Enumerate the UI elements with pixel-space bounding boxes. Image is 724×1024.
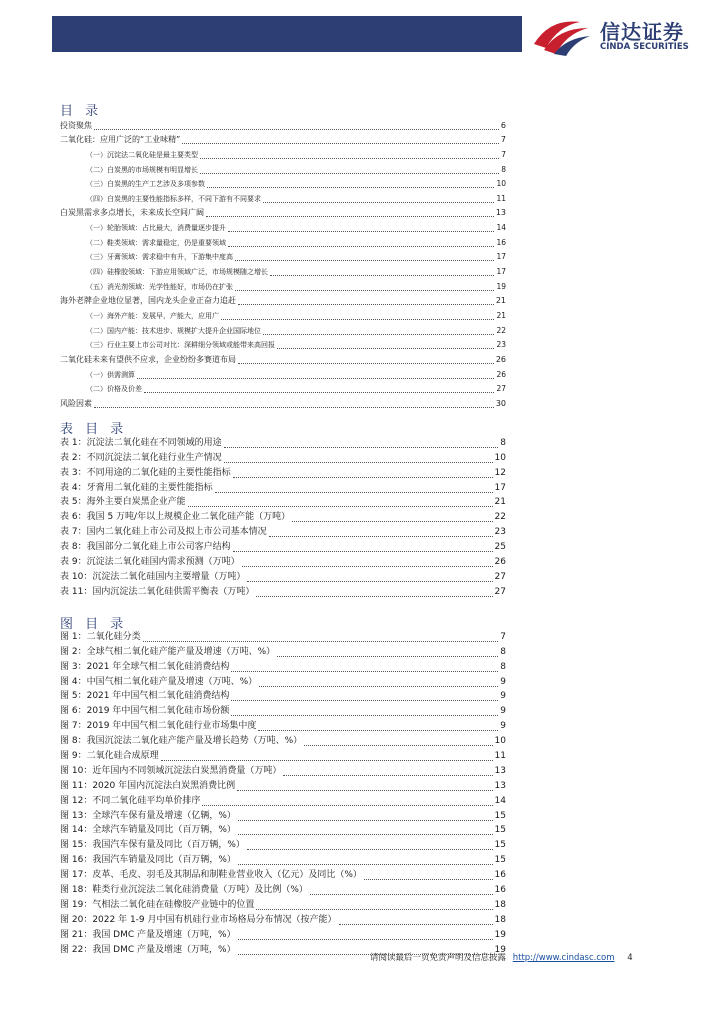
toc-entry-title: 图 2：全球气相二氧化硅产能产量及增速（万吨、%）: [60, 646, 276, 657]
toc-entry-page: 18: [494, 914, 506, 925]
dot-leader: [235, 260, 494, 261]
toc-entry-title: 图 10：近年国内不同领域沉淀法白炭黑消费量（万吨）: [60, 765, 282, 776]
toc-entry-title: 表 4：牙膏用二氧化硅的主要性能指标: [60, 482, 213, 493]
dot-leader: [238, 834, 493, 835]
dot-leader: [238, 304, 494, 305]
dot-leader: [263, 202, 494, 203]
toc-entry[interactable]: [60, 133, 506, 148]
toc-entry-title: 表 8：我国部分二氧化硅上市公司客户结构: [60, 542, 231, 553]
dot-leader: [263, 334, 494, 335]
toc-entry-title: 图 9：二氧化硅合成原理: [60, 751, 159, 762]
toc-entry[interactable]: [60, 206, 506, 221]
toc-entry-title: 表 1：沉淀法二氧化硅在不同领域的用途: [60, 437, 222, 448]
toc-entry-page: 7: [500, 631, 506, 642]
toc-entry-title: （二）国内产能：技术进步、规模扩大提升企业国际地位: [86, 326, 261, 335]
toc-entry[interactable]: [60, 510, 506, 525]
toc-entry[interactable]: [60, 555, 506, 570]
company-logo: [530, 14, 710, 58]
dot-leader: [231, 715, 498, 716]
dot-leader: [283, 775, 492, 776]
toc-entry-title: （二）白炭黑的市场规模有明显增长: [86, 165, 198, 174]
toc-entry[interactable]: [60, 690, 506, 705]
toc-entry-title: （一）沉淀法二氧化硅是最主要类型: [86, 150, 198, 159]
dot-leader: [310, 894, 493, 895]
toc-entry-page: 13: [495, 208, 506, 218]
dot-leader: [200, 158, 499, 159]
toc-entry[interactable]: [60, 451, 506, 466]
dot-leader: [339, 924, 493, 925]
toc-entry-title: 表 2：不同沉淀法二氧化硅行业生产情况: [60, 452, 222, 463]
toc-entry-title: 海外老牌企业地位显著，国内龙头企业正奋力追赶: [60, 296, 236, 306]
figure-toc-title: 图 目 录: [60, 617, 128, 632]
dot-leader: [247, 849, 493, 850]
toc-entry[interactable]: [60, 466, 506, 481]
dot-leader: [202, 805, 492, 806]
toc-entry-page: 9: [500, 706, 506, 717]
toc-entry[interactable]: [60, 436, 506, 451]
toc-entry-title: 图 22：我国 DMC 产量及增速（万吨，%）: [60, 944, 236, 955]
toc-entry[interactable]: [60, 250, 506, 265]
dot-leader: [242, 566, 493, 567]
toc-entry[interactable]: [60, 928, 506, 943]
toc-entry-page: 7: [500, 135, 506, 145]
logo-english-name: CINDA SECURITIES: [600, 42, 689, 52]
toc-entry-title: （五）消光剂领域：光学性能好，市场仍在扩张: [86, 282, 233, 291]
toc-entry[interactable]: [60, 913, 506, 928]
page-number: 4: [627, 953, 633, 963]
logo-chinese-name: 信达证券: [600, 20, 684, 44]
toc-entry-page: 22: [494, 512, 506, 523]
toc-entry-title: 图 11：2020 年国内沉淀法白炭黑消费比例: [60, 780, 236, 791]
toc-entry-page: 6: [500, 120, 506, 130]
dot-leader: [221, 319, 494, 320]
website-link[interactable]: http://www.cindasc.com: [512, 953, 615, 963]
toc-entry-title: 图 1：二氧化硅分类: [60, 631, 141, 642]
dot-leader: [269, 536, 493, 537]
toc-entry[interactable]: [60, 352, 506, 367]
toc-entry-title: 图 18：鞋类行业沉淀法二氧化硅消费量（万吨）及比例（%）: [60, 885, 308, 896]
page-footer: [370, 951, 633, 963]
dot-leader: [256, 909, 492, 910]
toc-entry[interactable]: [60, 118, 506, 133]
dot-leader: [238, 820, 493, 821]
toc-entry-page: 25: [494, 542, 506, 553]
toc-entry-page: 26: [495, 354, 506, 364]
toc-entry-page: 17: [496, 252, 506, 262]
toc-entry-page: 30: [495, 398, 506, 408]
toc-entry-page: 11: [494, 751, 506, 762]
toc-entry[interactable]: [60, 734, 506, 749]
toc-entry-title: 图 17：皮革、毛皮、羽毛及其制品和制鞋业营业收入（亿元）及同比（%）: [60, 870, 362, 881]
dot-leader: [215, 492, 493, 493]
dot-leader: [238, 363, 494, 364]
dot-leader: [228, 246, 494, 247]
toc-entry[interactable]: [60, 220, 506, 235]
toc-entry-page: 7: [501, 149, 506, 159]
dot-leader: [277, 348, 494, 349]
toc-entry[interactable]: [60, 525, 506, 540]
toc-entry-page: 10: [494, 736, 506, 747]
toc-entry[interactable]: [60, 481, 506, 496]
toc-entry[interactable]: [60, 764, 506, 779]
toc-entry-title: （四）硅橡胶领域：下游应用领域广泛，市场规模随之增长: [86, 268, 268, 277]
toc-entry-page: 14: [496, 223, 506, 233]
dot-leader: [224, 447, 499, 448]
main-toc: [60, 118, 506, 411]
toc-entry[interactable]: [60, 367, 506, 382]
toc-entry-title: 表 11：国内沉淀法二氧化硅供需平衡表（万吨）: [60, 586, 255, 597]
toc-entry[interactable]: [60, 147, 506, 162]
toc-entry-title: （一）轮胎领域：占比最大，消费量逐步提升: [86, 224, 226, 233]
toc-entry-page: 27: [496, 384, 506, 394]
toc-entry-title: 图 21：我国 DMC 产量及增速（万吨，%）: [60, 929, 236, 940]
toc-entry-page: 19: [496, 281, 506, 291]
dot-leader: [258, 730, 498, 731]
table-toc: [60, 436, 506, 600]
toc-entry-page: 14: [494, 795, 506, 806]
dot-leader: [304, 745, 492, 746]
toc-entry-page: 8: [500, 661, 506, 672]
toc-entry-title: 图 5：2021 年中国气相二氧化硅消费结构: [60, 691, 230, 702]
dot-leader: [143, 641, 499, 642]
toc-entry-title: 表 9：沉淀法二氧化硅国内需求预测（万吨）: [60, 557, 240, 568]
disclaimer-notice: 请阅读最后一页免责声明及信息披露: [370, 953, 507, 963]
toc-entry[interactable]: [60, 264, 506, 279]
dot-leader: [137, 378, 494, 379]
toc-entry-title: 二氧化硅未来有望供不应求，企业纷纷多赛道布局: [60, 354, 236, 364]
toc-entry-page: 21: [495, 296, 506, 306]
dot-leader: [238, 939, 493, 940]
toc-entry-page: 21: [496, 310, 506, 320]
toc-entry-page: 16: [494, 885, 506, 896]
dot-leader: [231, 671, 498, 672]
cinda-logo-icon: [530, 14, 592, 58]
header-bar: [52, 16, 522, 52]
dot-leader: [235, 290, 494, 291]
dot-leader: [238, 864, 493, 865]
toc-entry-page: 10: [494, 452, 506, 463]
dot-leader: [292, 521, 492, 522]
dot-leader: [94, 129, 499, 130]
toc-entry[interactable]: [60, 279, 506, 294]
toc-entry-page: 12: [494, 467, 506, 478]
toc-entry-title: 投资聚焦: [60, 120, 92, 130]
dot-leader: [200, 173, 499, 174]
toc-entry[interactable]: [60, 838, 506, 853]
toc-entry[interactable]: [60, 382, 506, 397]
toc-entry[interactable]: [60, 868, 506, 883]
toc-entry[interactable]: [60, 645, 506, 660]
toc-entry-page: 15: [494, 810, 506, 821]
toc-entry-page: 26: [496, 369, 506, 379]
toc-entry-title: 表 6：我国 5 万吨/年以上规模企业二氧化硅产能（万吨）: [60, 512, 291, 523]
toc-entry-page: 16: [494, 870, 506, 881]
toc-entry-title: （一）供需测算: [86, 370, 135, 379]
toc-entry-title: 图 3：2021 年全球气相二氧化硅消费结构: [60, 661, 230, 672]
toc-entry-page: 23: [496, 340, 506, 350]
toc-entry[interactable]: [60, 660, 506, 675]
dot-leader: [206, 216, 494, 217]
dot-leader: [188, 506, 493, 507]
toc-entry-title: 二氧化硅：应用广泛的“工业味精”: [60, 135, 181, 145]
toc-entry-page: 22: [496, 325, 506, 335]
toc-entry-title: 图 19：气相法二氧化硅在硅橡胶产业链中的位置: [60, 899, 255, 910]
toc-entry[interactable]: [60, 162, 506, 177]
toc-entry-page: 21: [494, 497, 506, 508]
toc-entry[interactable]: [60, 570, 506, 585]
toc-entry-page: 26: [494, 557, 506, 568]
dot-leader: [259, 686, 498, 687]
toc-entry-title: （一）海外产能：发展早，产能大，应用广: [86, 311, 219, 320]
toc-entry-page: 10: [496, 179, 506, 189]
toc-entry-page: 8: [500, 646, 506, 657]
toc-entry-title: （四）白炭黑的主要性能指标多样，不同下游有不同要求: [86, 194, 261, 203]
toc-entry-page: 8: [500, 437, 506, 448]
toc-entry-page: 9: [500, 691, 506, 702]
toc-entry-page: 23: [494, 527, 506, 538]
toc-entry-page: 9: [500, 676, 506, 687]
toc-entry[interactable]: [60, 235, 506, 250]
dot-leader: [231, 700, 498, 701]
toc-entry[interactable]: [60, 338, 506, 353]
toc-entry[interactable]: [60, 853, 506, 868]
toc-entry[interactable]: [60, 191, 506, 206]
toc-entry-page: 11: [496, 193, 506, 203]
toc-entry-page: 13: [494, 765, 506, 776]
dot-leader: [144, 392, 494, 393]
toc-entry[interactable]: [60, 675, 506, 690]
toc-entry-title: 表 5：海外主要白炭黑企业产能: [60, 497, 186, 508]
toc-entry[interactable]: [60, 794, 506, 809]
figure-toc: [60, 630, 506, 958]
toc-entry-title: （二）鞋类领域：需求量稳定，仍是重要领域: [86, 238, 226, 247]
toc-entry-page: 19: [494, 929, 506, 940]
dot-leader: [277, 656, 498, 657]
toc-entry[interactable]: [60, 809, 506, 824]
toc-entry[interactable]: [60, 585, 506, 600]
toc-entry[interactable]: [60, 898, 506, 913]
toc-entry-page: 15: [494, 855, 506, 866]
toc-entry-page: 13: [494, 780, 506, 791]
toc-entry-title: 图 12：不同二氧化硅平均单价排序: [60, 795, 201, 806]
toc-entry-title: 风险因素: [60, 398, 92, 408]
toc-entry-page: 18: [494, 899, 506, 910]
toc-entry[interactable]: [60, 496, 506, 511]
main-toc-title: 目 录: [60, 104, 103, 119]
toc-entry-title: 图 16：我国汽车销量及同比（百万辆，%）: [60, 855, 236, 866]
toc-entry-title: （二）价格及价差: [86, 385, 142, 394]
toc-entry-page: 17: [494, 482, 506, 493]
table-toc-title: 表 目 录: [60, 422, 128, 437]
toc-entry-title: 图 7：2019 年中国气相二氧化硅行业市场集中度: [60, 721, 257, 732]
dot-leader: [270, 275, 494, 276]
dot-leader: [233, 477, 493, 478]
toc-entry[interactable]: [60, 308, 506, 323]
toc-entry[interactable]: [60, 704, 506, 719]
toc-entry[interactable]: [60, 540, 506, 555]
dot-leader: [364, 879, 493, 880]
dot-leader: [228, 231, 494, 232]
toc-entry-page: 27: [494, 586, 506, 597]
dot-leader: [94, 407, 494, 408]
toc-entry[interactable]: [60, 396, 506, 411]
toc-entry-title: （三）牙膏领域：需求稳中有升，下游集中度高: [86, 253, 233, 262]
toc-entry-title: 表 7：国内二氧化硅上市公司及拟上市公司基本情况: [60, 527, 267, 538]
dot-leader: [237, 790, 492, 791]
toc-entry[interactable]: [60, 824, 506, 839]
toc-entry-page: 8: [501, 164, 506, 174]
toc-entry-page: 9: [500, 721, 506, 732]
toc-entry-title: 表 10：沉淀法二氧化硅国内主要增量（万吨）: [60, 571, 246, 582]
toc-entry-title: 图 6：2019 年中国气相二氧化硅市场份额: [60, 706, 230, 717]
toc-entry[interactable]: [60, 177, 506, 192]
toc-entry-title: （三）行业主要上市公司对比：深耕细分领域或能带来高回报: [86, 341, 275, 350]
toc-entry-title: 表 3：不同用途的二氧化硅的主要性能指标: [60, 467, 231, 478]
dot-leader: [224, 462, 493, 463]
toc-entry-page: 16: [496, 237, 506, 247]
toc-entry[interactable]: [60, 719, 506, 734]
toc-entry-title: 白炭黑需求多点增长，未来成长空间广阔: [60, 208, 204, 218]
toc-entry[interactable]: [60, 779, 506, 794]
toc-entry-page: 19: [494, 944, 506, 955]
dot-leader: [182, 143, 499, 144]
dot-leader: [256, 596, 492, 597]
toc-entry-title: 图 14：全球汽车销量及同比（百万辆，%）: [60, 825, 236, 836]
toc-entry[interactable]: [60, 883, 506, 898]
toc-entry[interactable]: [60, 749, 506, 764]
toc-entry-title: 图 13：全球汽车保有量及增速（亿辆，%）: [60, 810, 236, 821]
dot-leader: [247, 581, 492, 582]
toc-entry[interactable]: [60, 294, 506, 309]
toc-entry-title: （三）白炭黑的生产工艺涉及多项参数: [86, 180, 205, 189]
toc-entry-page: 15: [494, 840, 506, 851]
toc-entry-page: 27: [494, 571, 506, 582]
dot-leader: [161, 760, 493, 761]
toc-entry-title: 图 4：中国气相二氧化硅产量及增速（万吨、%）: [60, 676, 258, 687]
toc-entry-title: 图 20：2022 年 1-9 月中国有机硅行业市场格局分布情况（按产能）: [60, 914, 337, 925]
toc-entry-title: 图 8：我国沉淀法二氧化硅产能产量及增长趋势（万吨、%）: [60, 736, 303, 747]
toc-entry[interactable]: [60, 323, 506, 338]
toc-entry-title: 图 15：我国汽车保有量及同比（百万辆，%）: [60, 840, 245, 851]
toc-entry-page: 15: [494, 825, 506, 836]
dot-leader: [207, 187, 494, 188]
toc-entry-page: 17: [496, 267, 506, 277]
dot-leader: [233, 551, 493, 552]
toc-entry[interactable]: [60, 630, 506, 645]
